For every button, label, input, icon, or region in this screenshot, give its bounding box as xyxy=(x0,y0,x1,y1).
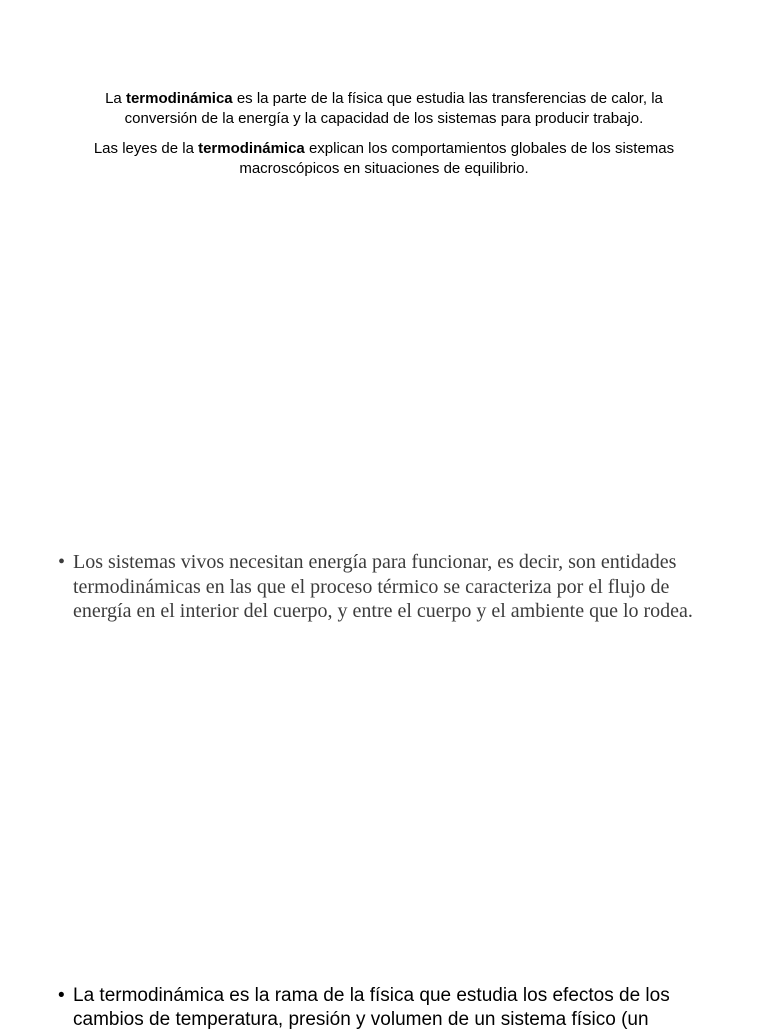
intro-p2-lead: Las leyes de la xyxy=(93,140,199,157)
intro-p2-rest: explican los comportamientos globales de los sistemas macroscópicos en situaciones de equilibrio. xyxy=(239,140,675,177)
intro-paragraph-1 xyxy=(92,89,676,129)
bullet-marker: • xyxy=(58,985,65,1006)
bullet-text: La termodinámica es la rama de la física que estudia los efectos de los cambios de temperatura, presión y volumen de un sistema físico (un xyxy=(73,985,670,1030)
intro-p1-term: termodinámica xyxy=(125,90,233,107)
bullet-item-definition xyxy=(58,984,728,1032)
bullet-marker: • xyxy=(58,551,66,573)
intro-p1-lead: La xyxy=(105,90,126,107)
bullet-text: Los sistemas vivos necesitan energía para funcionar, es decir, son entidades termodinámicas en las que el proceso térmico se caracteriza por el flujo de energía en el interior del cuerpo, y entre el cuerpo y el ambiente que lo rodea. xyxy=(73,551,693,622)
bullet-item-living-systems xyxy=(58,550,708,624)
intro-paragraph-2 xyxy=(92,139,676,179)
intro-p1-rest: es la parte de la física que estudia las transferencias de calor, la conversión de la energía y la capacidad de los sistemas para producir trabajo. xyxy=(124,90,663,127)
intro-block xyxy=(92,89,676,179)
intro-p2-term: termodinámica xyxy=(198,140,305,157)
